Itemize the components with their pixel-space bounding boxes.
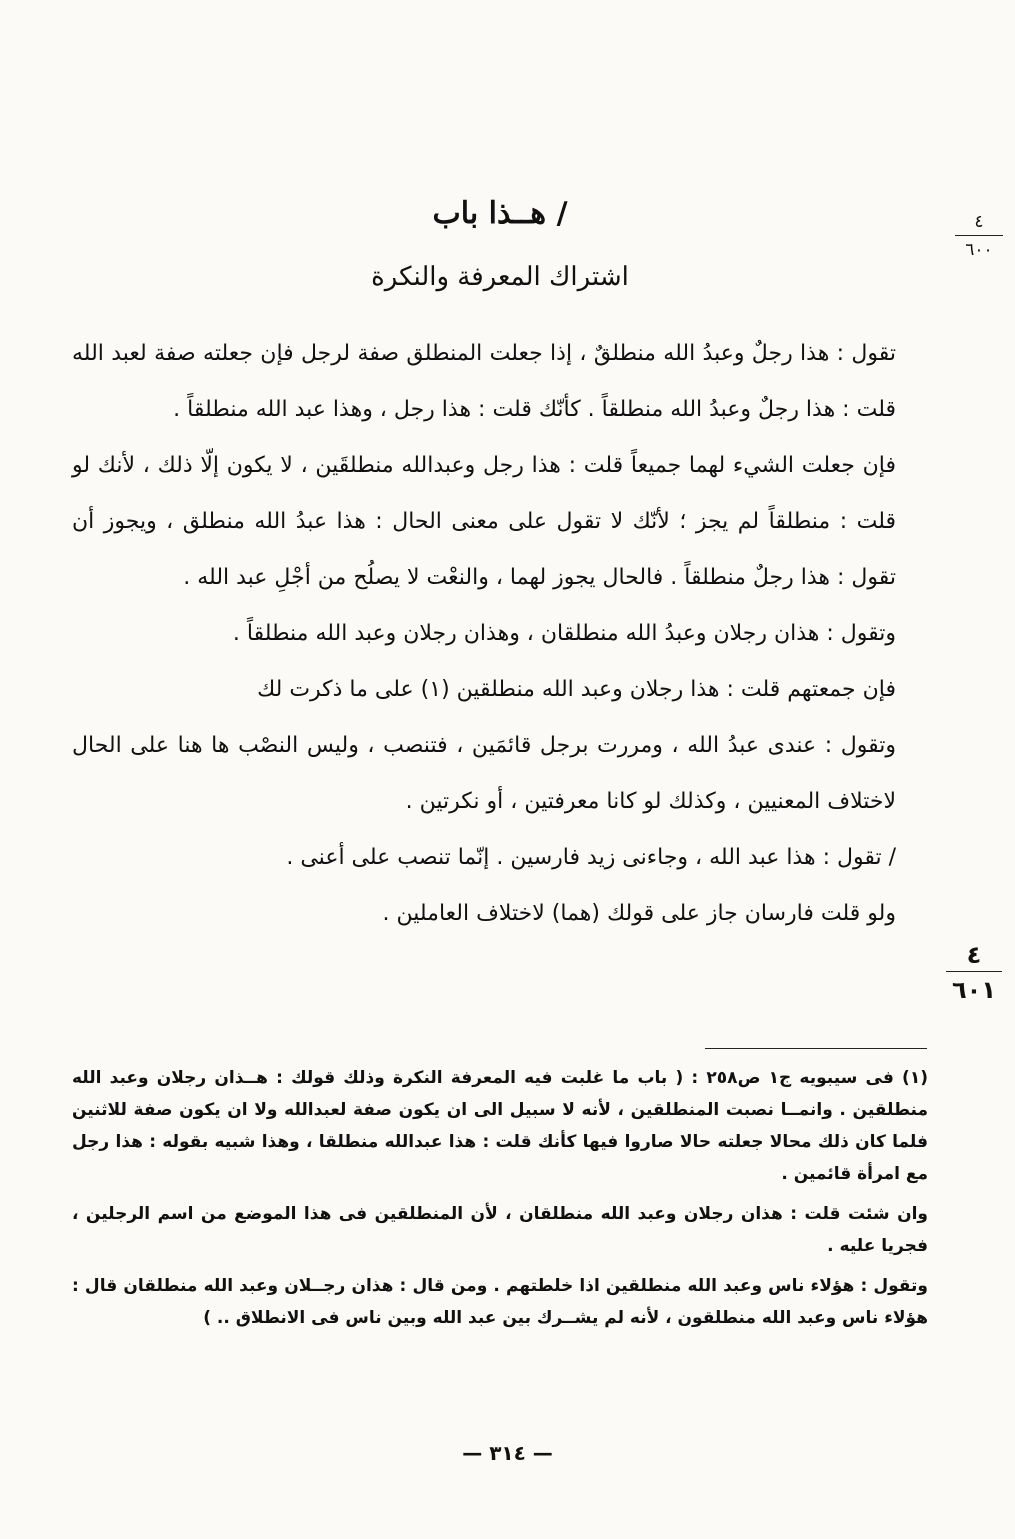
paragraph: فإن جعلت الشيء لهما جميعاً قلت : هذا رجل وعبدالله منطلقَين ، لا يكون إلّا ذلك ، لأنك لو قلت : منطلقاً لم يجز ؛ لأنّك لا تقول على معنى الحال : هذا عبدُ الله منطلق ، ويجوز أن تقول : هذا رجلٌ منطلقاً . فالحال يجوز لهما ، والنعْت لا يصلُح من أجْلِ عبد الله .	[72, 453, 896, 590]
footnote: (١) فى سيبويه ج١ ص٢٥٨ : ( باب ما غلبت فيه المعرفة النكرة وذلك قولك : هــذان رجلان وعبد الله منطلقين . وانمــا نصبت المنطلقين ، لأنه لا سبيل الى ان يكون صفة لعبدالله ولا ان يكون صفة للاثنين فلما كان ذلك محالا جعلته حالا صاروا فيها كأنك قلت : هذا عبدالله منطلقا ، وهذا شبيه بقوله : هذا رجل مع امرأة قائمين .	[72, 1068, 928, 1184]
margin-ref-page: ٦٠٠	[965, 240, 993, 260]
margin-reference-2	[946, 943, 1002, 1002]
paragraph: وتقول : هذان رجلان وعبدُ الله منطلقان ، وهذان رجلان وعبد الله منطلقاً .	[232, 621, 896, 646]
margin-ref-volume: ٤	[946, 943, 1002, 972]
margin-ref-volume: ٤	[955, 214, 1003, 236]
paragraph: / تقول : هذا عبد الله ، وجاءنى زيد فارسين . إنّما تنصب على أعنى .	[286, 845, 896, 870]
paragraph: ولو قلت فارسان جاز على قولك (هما) لاختلاف العاملين .	[382, 901, 896, 926]
margin-ref-page: ٦٠١	[952, 976, 996, 1004]
footnote: وان شئت قلت : هذان رجلان وعبد الله منطلقان ، لأن المنطلقين فى هذا الموضع من اسم الرجلين ، فجريا عليه .	[72, 1204, 928, 1256]
footnote-divider	[705, 1048, 927, 1049]
paragraph: وتقول : عندى عبدُ الله ، ومررت برجل قائمَين ، فتنصب ، وليس النصْب ها هنا على الحال لاختلاف المعنيين ، وكذلك لو كانا معرفتين ، أو نكرتين .	[72, 733, 896, 814]
page-number: — ٣١٤ —	[462, 1441, 553, 1465]
chapter-title: / هــذا باب	[432, 196, 568, 231]
paragraph: فإن جمعتهم قلت : هذا رجلان وعبد الله منطلقين (١) على ما ذكرت لك	[257, 677, 896, 702]
paragraph: تقول : هذا رجلٌ وعبدُ الله منطلقٌ ، إذا جعلت المنطلق صفة لرجل فإن جعلته صفة لعبد الله قلت : هذا رجلٌ وعبدُ الله منطلقاً . كأنّك قلت : هذا رجل ، وهذا عبد الله منطلقاً .	[72, 341, 896, 422]
margin-reference-1	[955, 214, 1003, 259]
footnotes	[72, 1062, 928, 1334]
footnote: وتقول : هؤلاء ناس وعبد الله منطلقين اذا خلطتهم . ومن قال : هذان رجــلان وعبد الله منطلقان قال : هؤلاء ناس وعبد الله منطلقون ، لأنه لم يشــرك بين عبد الله وبين ناس فى الانطلاق .. )	[72, 1276, 928, 1328]
main-text	[72, 326, 928, 942]
chapter-subtitle: اشتراك المعرفة والنكرة	[371, 262, 629, 292]
